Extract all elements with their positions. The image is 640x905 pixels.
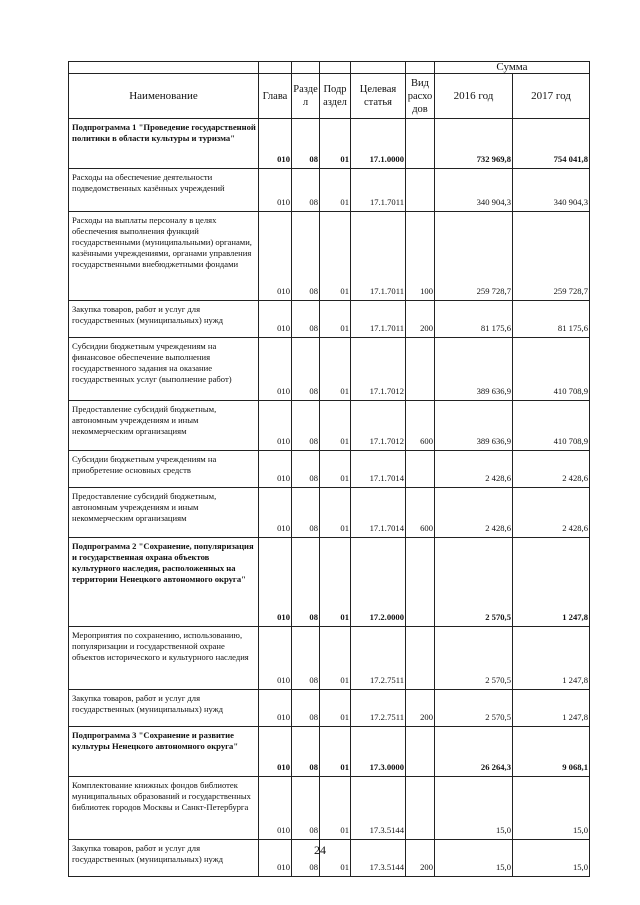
row-value-2017: 1 247,8 xyxy=(513,538,590,627)
top-spacer xyxy=(406,62,435,74)
row-value-2017: 410 708,9 xyxy=(513,338,590,401)
row-value-2016: 2 428,6 xyxy=(435,488,513,538)
row-vid xyxy=(406,777,435,840)
row-razdel: 08 xyxy=(292,840,320,877)
row-value-2016: 2 570,5 xyxy=(435,627,513,690)
table-row xyxy=(69,488,590,538)
row-value-2016: 340 904,3 xyxy=(435,169,513,212)
row-vid xyxy=(406,338,435,401)
row-celevaya: 17.1.7014 xyxy=(351,488,406,538)
table-header xyxy=(69,62,590,119)
row-celevaya: 17.1.7012 xyxy=(351,401,406,451)
row-vid xyxy=(406,627,435,690)
row-vid: 600 xyxy=(406,488,435,538)
row-vid: 100 xyxy=(406,212,435,301)
row-celevaya: 17.1.7011 xyxy=(351,212,406,301)
row-name: Подпрограмма 3 "Сохранение и развитие культуры Ненецкого автономного округа" xyxy=(69,727,259,777)
row-vid xyxy=(406,538,435,627)
row-razdel: 08 xyxy=(292,169,320,212)
row-name: Подпрограмма 2 "Сохранение, популяризация и государственная охрана объектов культурного наследия, расположенных на территории Ненецкого автономного округа" xyxy=(69,538,259,627)
top-spacer xyxy=(69,62,259,74)
table-row xyxy=(69,451,590,488)
row-podrazdel: 01 xyxy=(320,212,351,301)
row-celevaya: 17.1.7012 xyxy=(351,338,406,401)
row-value-2017: 2 428,6 xyxy=(513,451,590,488)
row-value-2016: 2 570,5 xyxy=(435,538,513,627)
row-name: Закупка товаров, работ и услуг для государственных (муниципальных) нужд xyxy=(69,301,259,338)
row-name: Расходы на обеспечение деятельности подведомственных казённых учреждений xyxy=(69,169,259,212)
top-spacer xyxy=(259,62,292,74)
table-row xyxy=(69,538,590,627)
row-glava: 010 xyxy=(259,488,292,538)
row-podrazdel: 01 xyxy=(320,301,351,338)
row-celevaya: 17.1.7011 xyxy=(351,169,406,212)
row-podrazdel: 01 xyxy=(320,727,351,777)
row-name: Предоставление субсидий бюджетным, автономным учреждениям и иным некоммерческим организациям xyxy=(69,401,259,451)
header-naim: Наименование xyxy=(69,74,259,119)
row-glava: 010 xyxy=(259,338,292,401)
row-vid: 600 xyxy=(406,401,435,451)
row-vid xyxy=(406,727,435,777)
table-row xyxy=(69,627,590,690)
row-razdel: 08 xyxy=(292,690,320,727)
top-spacer xyxy=(320,62,351,74)
row-razdel: 08 xyxy=(292,338,320,401)
row-name: Субсидии бюджетным учреждениям на приобретение основных средств xyxy=(69,451,259,488)
table-row xyxy=(69,338,590,401)
row-vid xyxy=(406,119,435,169)
header-2017: 2017 год xyxy=(513,74,590,119)
row-value-2017: 81 175,6 xyxy=(513,301,590,338)
row-celevaya: 17.2.7511 xyxy=(351,627,406,690)
row-podrazdel: 01 xyxy=(320,451,351,488)
row-value-2016: 732 969,8 xyxy=(435,119,513,169)
row-value-2017: 340 904,3 xyxy=(513,169,590,212)
row-podrazdel: 01 xyxy=(320,538,351,627)
row-podrazdel: 01 xyxy=(320,338,351,401)
row-razdel: 08 xyxy=(292,627,320,690)
row-value-2017: 15,0 xyxy=(513,840,590,877)
row-glava: 010 xyxy=(259,538,292,627)
row-glava: 010 xyxy=(259,690,292,727)
row-glava: 010 xyxy=(259,119,292,169)
row-podrazdel: 01 xyxy=(320,627,351,690)
header-podrazdel: Подр аздел xyxy=(320,74,351,119)
row-name: Предоставление субсидий бюджетным, автономным учреждениям и иным некоммерческим организациям xyxy=(69,488,259,538)
row-celevaya: 17.3.0000 xyxy=(351,727,406,777)
header-summa: Сумма xyxy=(435,62,590,74)
row-value-2017: 259 728,7 xyxy=(513,212,590,301)
row-podrazdel: 01 xyxy=(320,840,351,877)
row-celevaya: 17.2.0000 xyxy=(351,538,406,627)
row-glava: 010 xyxy=(259,451,292,488)
row-value-2017: 1 247,8 xyxy=(513,627,590,690)
header-glava: Глава xyxy=(259,74,292,119)
top-spacer xyxy=(292,62,320,74)
row-podrazdel: 01 xyxy=(320,119,351,169)
row-vid: 200 xyxy=(406,690,435,727)
row-razdel: 08 xyxy=(292,301,320,338)
row-value-2017: 15,0 xyxy=(513,777,590,840)
table-row xyxy=(69,169,590,212)
row-celevaya: 17.1.7011 xyxy=(351,301,406,338)
row-name: Подпрограмма 1 "Проведение государственной политики в области культуры и туризма" xyxy=(69,119,259,169)
row-glava: 010 xyxy=(259,627,292,690)
row-value-2016: 2 428,6 xyxy=(435,451,513,488)
row-glava: 010 xyxy=(259,401,292,451)
row-value-2016: 26 264,3 xyxy=(435,727,513,777)
row-vid xyxy=(406,451,435,488)
top-spacer xyxy=(351,62,406,74)
row-name: Расходы на выплаты персоналу в целях обеспечения выполнения функций государственными (муниципальными) органами, казёнными учреждениями, органами управления государственными внебюджетными фондами xyxy=(69,212,259,301)
row-glava: 010 xyxy=(259,169,292,212)
row-value-2017: 2 428,6 xyxy=(513,488,590,538)
row-razdel: 08 xyxy=(292,451,320,488)
table-row xyxy=(69,212,590,301)
row-razdel: 08 xyxy=(292,401,320,451)
row-celevaya: 17.3.5144 xyxy=(351,777,406,840)
row-razdel: 08 xyxy=(292,727,320,777)
header-razdel: Разде л xyxy=(292,74,320,119)
row-celevaya: 17.2.7511 xyxy=(351,690,406,727)
table-row xyxy=(69,727,590,777)
table-row xyxy=(69,301,590,338)
row-razdel: 08 xyxy=(292,212,320,301)
row-glava: 010 xyxy=(259,212,292,301)
budget-table xyxy=(68,61,590,877)
row-podrazdel: 01 xyxy=(320,488,351,538)
row-value-2017: 9 068,1 xyxy=(513,727,590,777)
row-glava: 010 xyxy=(259,301,292,338)
row-value-2016: 259 728,7 xyxy=(435,212,513,301)
row-razdel: 08 xyxy=(292,777,320,840)
row-podrazdel: 01 xyxy=(320,169,351,212)
row-glava: 010 xyxy=(259,727,292,777)
row-value-2016: 81 175,6 xyxy=(435,301,513,338)
row-name: Мероприятия по сохранению, использованию, популяризации и государственной охране объектов исторического и культурного наследия xyxy=(69,627,259,690)
row-name: Закупка товаров, работ и услуг для государственных (муниципальных) нужд xyxy=(69,840,259,877)
row-value-2016: 389 636,9 xyxy=(435,401,513,451)
row-celevaya: 17.3.5144 xyxy=(351,840,406,877)
row-razdel: 08 xyxy=(292,119,320,169)
row-value-2016: 2 570,5 xyxy=(435,690,513,727)
row-celevaya: 17.1.7014 xyxy=(351,451,406,488)
row-value-2016: 389 636,9 xyxy=(435,338,513,401)
row-glava: 010 xyxy=(259,840,292,877)
header-2016: 2016 год xyxy=(435,74,513,119)
row-vid: 200 xyxy=(406,301,435,338)
header-celevaya: Целевая статья xyxy=(351,74,406,119)
table-row xyxy=(69,690,590,727)
row-name: Закупка товаров, работ и услуг для государственных (муниципальных) нужд xyxy=(69,690,259,727)
row-vid xyxy=(406,169,435,212)
row-name: Комплектование книжных фондов библиотек муниципальных образований и государственных библиотек городов Москвы и Санкт-Петербурга xyxy=(69,777,259,840)
row-value-2016: 15,0 xyxy=(435,777,513,840)
table-row xyxy=(69,777,590,840)
row-value-2017: 410 708,9 xyxy=(513,401,590,451)
row-podrazdel: 01 xyxy=(320,690,351,727)
row-value-2017: 1 247,8 xyxy=(513,690,590,727)
row-razdel: 08 xyxy=(292,538,320,627)
row-vid: 200 xyxy=(406,840,435,877)
row-value-2017: 754 041,8 xyxy=(513,119,590,169)
header-vid: Вид расхо дов xyxy=(406,74,435,119)
table-body xyxy=(69,119,590,877)
row-value-2016: 15,0 xyxy=(435,840,513,877)
row-podrazdel: 01 xyxy=(320,401,351,451)
page-number: 24 xyxy=(314,843,326,857)
table-row xyxy=(69,401,590,451)
row-celevaya: 17.1.0000 xyxy=(351,119,406,169)
row-razdel: 08 xyxy=(292,488,320,538)
row-podrazdel: 01 xyxy=(320,777,351,840)
row-glava: 010 xyxy=(259,777,292,840)
table-row xyxy=(69,119,590,169)
row-name: Субсидии бюджетным учреждениям на финансовое обеспечение выполнения государственного задания на оказание государственных услуг (выполнение работ) xyxy=(69,338,259,401)
